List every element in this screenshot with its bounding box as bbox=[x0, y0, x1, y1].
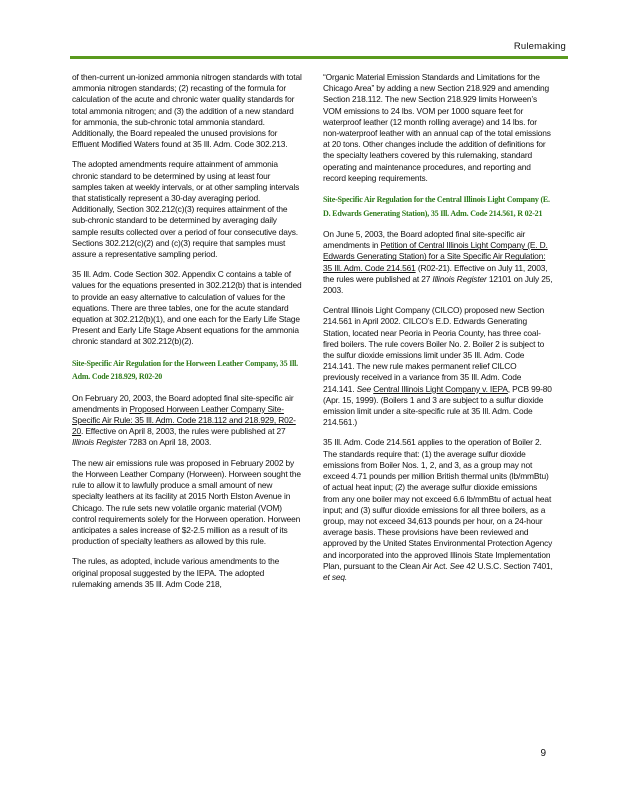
right-column bbox=[323, 72, 553, 592]
cilco-case-link[interactable]: Central Illinois Light Company v. IEPA bbox=[373, 383, 508, 394]
cilco-standards-paragraph: 35 Ill. Adm. Code 214.561 applies to the operation of Boiler 2. The standards require that: (1) the average sulfur dioxide emissions from Boiler Nos. 1, 2, and 3, as a group may not exceed 4.71 pounds per million British thermal units (lb/mmBtu) of actual heat input; (2) the average sulfur dioxide emissions from any one boiler may not exceed 6.6 lb/mmBtu of actual heat input; and (3) sulfur dioxide emissions for all three boilers, as a group, may not exceed 34,613 pounds per hour, on a 24-hour average basis. These provisions have been reviewed and approved by the United States Environmental Protection Agency and incorporated into the approved Illinois State Implementation Plan, pursuant to the Clean Air Act. See 42 U.S.C. Section 7401, et seq. bbox=[323, 437, 553, 582]
horween-amendments-paragraph: The rules, as adopted, include various amendments to the original proposal suggested by the IEPA. The adopted rulemaking amends 35 Ill. Adm Code 218, bbox=[72, 556, 280, 589]
cilco-proposal-paragraph: Central Illinois Light Company (CILCO) proposed new Section 214.561 in April 2002. CILCO’s E.D. Edwards Generating Station, located near Peoria in Peoria County, has three coal-fired boilers. The rule covers Boiler No. 2. Boiler 2 is subject to the sulfur dioxide emissions limit under 35 Ill. Adm. Code 214.141. The new rule makes permanent relief CILCO previously received in a variance from 35 Ill. Adm. Code 214.141. See Central Illinois Light Company v. IEPA, PCB 99-80 (Apr. 15, 1999). (Boilers 1 and 3 are subject to a sulfur dioxide emission limit under a site-specific rule at 35 Ill. Adm. Code 214.561.) bbox=[323, 305, 552, 428]
page-number: 9 bbox=[540, 748, 546, 759]
ammonia-standards-paragraph: of then-current un-ionized ammonia nitrogen standards with total ammonia nitrogen standards; (2) recasting of the formula for calculation of the acute and chronic water quality standards for total ammonia nitrogen; and (3) the addition of a new standard for ammonia, the sub-chronic total ammonia standard. Additionally, the Board repealed the unused provisions for Effluent Modified Waters found at 35 Ill. Adm. Code 302.213. bbox=[72, 72, 302, 150]
horween-limits-paragraph: “Organic Material Emission Standards and Limitations for the Chicago Area” by adding a new Section 218.929 and amending Section 218.112. The new Section 218.929 limits Horween’s VOM emissions to 24 lbs. VOM per 1000 square feet for waterproof leather (12 month rolling average) and 14 lbs. for non-waterproof leather with an annual cap of the total emissions at 20 tons. Other changes include the addition of definitions for the specialty leathers covered by this rulemaking, standard operating and maintenance procedures, and reporting and record keeping requirements. bbox=[323, 72, 551, 183]
section-label: Rulemaking bbox=[513, 41, 566, 52]
left-column bbox=[72, 72, 302, 599]
horween-proposal-paragraph: The new air emissions rule was proposed in February 2002 by the Horween Leather Company (Horween). Horween sought the rule to allow it to lawfully produce a small amount of new specialty leathers at its facility at 2015 North Elston Avenue in Chicago. The rule sets new volatile organic material (VOM) control requirements solely for the Horween operation. Horween anticipates a sales increase of $2-2.5 million as a result of its production of specialty leathers as allowed by this rule. bbox=[72, 457, 301, 547]
cilco-petition-link[interactable]: Petition of Central Illinois Light Company (E. D. Edwards Generating Station) for a Site Specific Air Regulation: 35 Ill. Adm. Code 214.561 bbox=[323, 240, 548, 273]
horween-subheading: Site-Specific Air Regulation for the Horween Leather Company, 35 Ill. Adm. Code 218.929, R02-20 bbox=[72, 358, 298, 382]
cilco-subheading: Site-Specific Air Regulation for the Central Illinois Light Company (E. D. Edwards Generating Station), 35 Ill. Adm. Code 214.561, R 02-21 bbox=[323, 195, 550, 218]
horween-adoption-paragraph: On February 20, 2003, the Board adopted final site-specific air amendments in Proposed Horween Leather Company Site-Specific Air Rule: 35 Ill. Adm. Code 218.112 and 218.929, R02-20. Effective on April 8, 2003, the rules were published at 27 Illinois Register 7283 on April 18, 2003. bbox=[72, 392, 296, 448]
header-rule bbox=[70, 56, 568, 59]
cilco-adoption-paragraph: On June 5, 2003, the Board adopted final site-specific air amendments in Petition of Central Illinois Light Company (E. D. Edwards Generating Station) for a Site Specific Air Regulation: 35 Ill. Adm. Code 214.561 (R02-21). Effective on July 11, 2003, the rules were published at 27 Illinois Register 12101 on July 25, 2003. bbox=[323, 229, 553, 296]
horween-rule-link[interactable]: Proposed Horween Leather Company Site-Specific Air Rule: 35 Ill. Adm. Code 218.112 and 218.929, R02-20 bbox=[72, 403, 296, 437]
attainment-paragraph: The adopted amendments require attainment of ammonia chronic standard to be determined by using at least four samples taken at weekly intervals, or at other sampling intervals that statistically represent a 30-day averaging period. Additionally, Section 302.212(c)(3) requires attainment of the sub-chronic standard to be determined by averaging daily sample results collected over a period of four consecutive days. Sections 302.212(c)(2) and (c)(3) require that samples must assure a representative sampling period. bbox=[72, 159, 300, 260]
appendix-c-paragraph: 35 Ill. Adm. Code Section 302. Appendix C contains a table of values for the equations presented in 302.212(b) that is intended to provide an easy alternative to calculation of values for the equations. There are three tables, one for the acute standard equation at 302.212(b)(1), and one each for the Early Life Stage Present and Early Life Stage Absent equations for the ammonia chronic standard at 302.212(b)(2). bbox=[72, 269, 302, 347]
